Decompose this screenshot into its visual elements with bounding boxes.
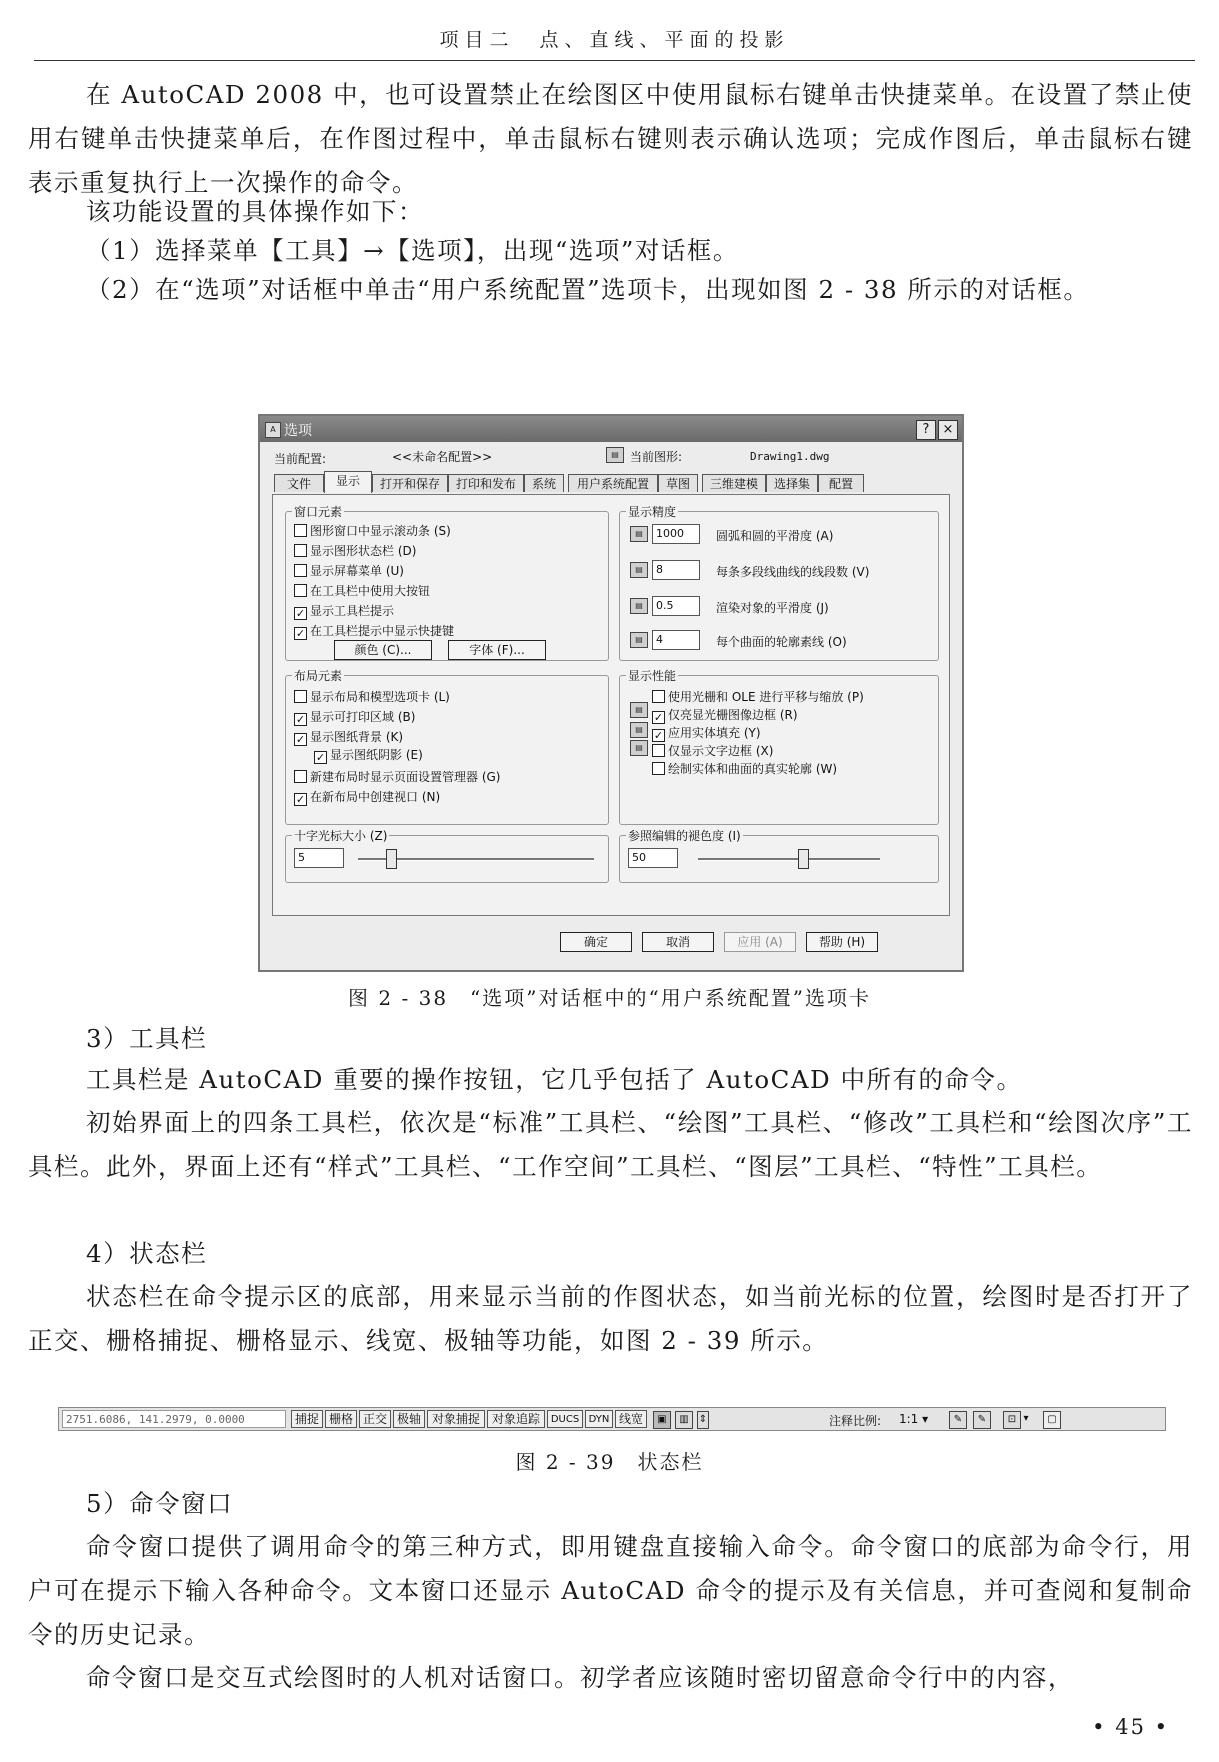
contour-lines-label: 每个曲面的轮廓素线 (O) [716, 635, 847, 649]
xref-fade-group [619, 829, 939, 883]
checkbox-layout-tabs[interactable]: 显示布局和模型选项卡 (L) [294, 688, 450, 705]
annotation-scale-label: 注释比例: [829, 1414, 882, 1428]
paragraph-8: 命令窗口提供了调用命令的第三种方式，即用键盘直接输入命令。命令窗口的底部为命令行，用户可在提示下输入各种命令。文本窗口还显示 AutoCAD 命令的提示及有关信息，并可查阅和复制命令的历史记录。 [28, 1532, 1193, 1649]
chevron-down-icon[interactable]: ▾ [1023, 1413, 1029, 1424]
layout-icon[interactable]: ▥ [675, 1411, 693, 1429]
section-3-heading: 3）工具栏 [86, 1024, 208, 1053]
xref-fade-title: 参照编辑的褪色度 (I) [628, 829, 741, 843]
checkbox-shortcut-keys[interactable]: ✓ 在工具栏提示中显示快捷键 [295, 624, 455, 640]
osnap-toggle[interactable]: 对象捕捉 [427, 1410, 485, 1428]
drawing-icon: ▤ [606, 447, 624, 463]
ducs-toggle[interactable]: DUCS [547, 1410, 583, 1428]
xref-fade-slider[interactable] [798, 849, 809, 869]
dyn-toggle[interactable]: DYN [585, 1410, 613, 1428]
polyline-segments-input[interactable]: 8 [652, 560, 700, 580]
checkbox-true-silhouettes[interactable]: 绘制实体和曲面的真实轮廓 (W) [652, 760, 837, 777]
arc-smoothness-input[interactable]: 1000 [652, 524, 700, 544]
render-smoothness-input[interactable]: 0.5 [652, 596, 700, 616]
checkbox-raster-ole-pan[interactable]: 使用光栅和 OLE 进行平移与缩放 (P) [652, 688, 864, 705]
tab-profiles[interactable]: 配置 [818, 474, 864, 492]
autocad-app-icon: A [265, 422, 281, 438]
drawing-icon: ▤ [630, 722, 648, 738]
tab-display[interactable]: 显示 [324, 471, 372, 493]
crosshair-size-input[interactable]: 5 [294, 848, 344, 868]
checkbox-page-setup-manager[interactable]: 新建布局时显示页面设置管理器 (G) [294, 768, 500, 785]
section-4-heading: 4）状态栏 [86, 1239, 208, 1268]
checkbox-paper-background[interactable]: ✓ 显示图纸背景 (K) [295, 730, 404, 746]
checkbox-create-viewport[interactable]: ✓ 在新布局中创建视口 (N) [295, 790, 441, 806]
drawing-icon: ▤ [630, 702, 648, 718]
paragraph-1: 在 AutoCAD 2008 中，也可设置禁止在绘图区中使用鼠标右键单击快捷菜单。在设置了禁止使用右键单击快捷菜单后，在作图过程中，单击鼠标右键则表示确认选项；完成作图后，单击鼠标右键表示重复执行上一次操作的命令。 [28, 80, 1193, 197]
contour-lines-input[interactable]: 4 [652, 630, 700, 650]
annotation-visibility-icon[interactable]: ✎ [949, 1411, 967, 1429]
paragraph-4: （2）在“选项”对话框中单击“用户系统配置”选项卡，出现如图 2 - 38 所示的对话框。 [86, 275, 1090, 304]
polyline-segments-label: 每条多段线曲线的线段数 (V) [716, 565, 870, 579]
crosshair-size-title: 十字光标大小 (Z) [294, 829, 388, 843]
section-5-heading: 5）命令窗口 [86, 1489, 234, 1518]
paragraph-5: 工具栏是 AutoCAD 重要的操作按钮，它几乎包括了 AutoCAD 中所有的命令。 [86, 1065, 1023, 1094]
checkbox-text-frame[interactable]: 仅显示文字边框 (X) [652, 742, 773, 759]
tab-files[interactable]: 文件 [274, 474, 324, 492]
tab-panel [272, 494, 950, 916]
checkbox-printable-area[interactable]: ✓ 显示可打印区域 (B) [295, 710, 416, 726]
display-performance-title: 显示性能 [628, 669, 677, 683]
checkbox-paper-shadow[interactable]: ✓ 显示图纸阴影 (E) [315, 748, 423, 764]
help-button[interactable]: 帮助 (H) [806, 932, 878, 952]
lock-icon[interactable]: ⊡ [1003, 1411, 1021, 1429]
ok-button[interactable]: 确定 [560, 932, 632, 952]
grid-toggle[interactable]: 栅格 [325, 1410, 357, 1428]
crosshair-size-group [285, 829, 609, 883]
fonts-button[interactable]: 字体 (F)... [448, 640, 546, 660]
display-performance-group [619, 669, 939, 825]
dialog-titlebar [260, 416, 962, 442]
tab-open-save[interactable]: 打开和保存 [372, 474, 448, 492]
scroll-arrows-icon[interactable]: ⇕ [697, 1411, 709, 1429]
figure-2-38-caption: 图 2 - 38 “选项”对话框中的“用户系统配置”选项卡 [348, 986, 871, 1010]
polar-toggle[interactable]: 极轴 [393, 1410, 425, 1428]
tab-3d-modeling[interactable]: 三维建模 [702, 474, 766, 492]
drawing-icon: ▤ [630, 632, 648, 648]
display-resolution-group [619, 505, 939, 661]
checkbox-large-buttons[interactable]: 在工具栏中使用大按钮 [294, 582, 430, 599]
auto-scale-icon[interactable]: ✎ [973, 1411, 991, 1429]
lineweight-toggle[interactable]: 线宽 [615, 1410, 647, 1428]
crosshair-size-slider[interactable] [386, 849, 397, 869]
help-question-button[interactable]: ? [916, 420, 936, 440]
tab-drafting[interactable]: 草图 [658, 474, 698, 492]
tab-selection[interactable]: 选择集 [766, 474, 818, 492]
paragraph-3: （1）选择菜单【工具】→【选项】，出现“选项”对话框。 [86, 236, 739, 265]
current-profile-label: 当前配置: [274, 452, 327, 466]
checkbox-drawing-status-bar[interactable]: 显示图形状态栏 (D) [294, 542, 416, 559]
page-header: 项目二 点、直线、平面的投影 [34, 22, 1195, 61]
drawing-icon: ▤ [630, 562, 648, 578]
dialog-title: 选项 [284, 423, 312, 439]
annotation-scale-value[interactable]: 1:1 ▾ [899, 1412, 929, 1426]
tab-system[interactable]: 系统 [524, 474, 564, 492]
window-elements-group [285, 505, 609, 661]
cancel-button[interactable]: 取消 [642, 932, 714, 952]
clean-screen-icon[interactable]: ▢ [1043, 1411, 1061, 1429]
coordinate-display: 2751.6086, 141.2979, 0.0000 [62, 1410, 286, 1428]
page-number: • 45 • [1092, 1715, 1169, 1739]
window-elements-title: 窗口元素 [294, 505, 343, 519]
render-smoothness-label: 渲染对象的平滑度 (J) [716, 601, 829, 615]
layout-elements-title: 布局元素 [294, 669, 343, 683]
paragraph-2: 该功能设置的具体操作如下： [86, 197, 424, 226]
colors-button[interactable]: 颜色 (C)... [334, 640, 432, 660]
checkbox-solid-fill[interactable]: ✓ 应用实体填充 (Y) [653, 726, 761, 742]
drawing-icon: ▤ [630, 740, 648, 756]
current-profile-value: <<未命名配置>> [392, 450, 493, 464]
current-drawing-value: Drawing1.dwg [750, 450, 830, 463]
ortho-toggle[interactable]: 正交 [359, 1410, 391, 1428]
drawing-icon: ▤ [630, 526, 648, 542]
drawing-icon: ▤ [630, 598, 648, 614]
checkbox-tooltips[interactable]: ✓ 显示工具栏提示 [295, 604, 395, 620]
paragraph-9: 命令窗口是交互式绘图时的人机对话窗口。初学者应该随时密切留意命令行中的内容， [86, 1663, 1074, 1692]
checkbox-raster-frame[interactable]: ✓ 仅亮显光栅图像边框 (R) [653, 708, 798, 724]
xref-fade-input[interactable]: 50 [628, 848, 678, 868]
layout-elements-group [285, 669, 609, 825]
display-resolution-title: 显示精度 [628, 505, 677, 519]
autocad-status-bar [58, 1407, 1166, 1431]
otrack-toggle[interactable]: 对象追踪 [487, 1410, 545, 1428]
paragraph-6: 初始界面上的四条工具栏，依次是“标准”工具栏、“绘图”工具栏、“修改”工具栏和“绘图次序”工具栏。此外，界面上还有“样式”工具栏、“工作空间”工具栏、“图层”工具栏、“特性”工具栏。 [28, 1108, 1193, 1181]
checkbox-scrollbars[interactable]: 图形窗口中显示滚动条 (S) [294, 522, 451, 539]
close-button[interactable]: × [938, 420, 958, 440]
xref-fade-track [698, 858, 880, 861]
model-space-icon[interactable]: ▣ [653, 1411, 671, 1429]
options-dialog [258, 414, 964, 972]
checkbox-screen-menu[interactable]: 显示屏幕菜单 (U) [294, 562, 404, 579]
current-drawing-label: 当前图形: [630, 450, 683, 464]
tab-user-preferences[interactable]: 用户系统配置 [568, 474, 658, 492]
tab-plot-publish[interactable]: 打印和发布 [448, 474, 524, 492]
snap-toggle[interactable]: 捕捉 [291, 1410, 323, 1428]
apply-button[interactable]: 应用 (A) [724, 932, 796, 952]
arc-smoothness-label: 圆弧和圆的平滑度 (A) [716, 529, 834, 543]
figure-2-39-caption: 图 2 - 39 状态栏 [515, 1450, 704, 1474]
paragraph-7: 状态栏在命令提示区的底部，用来显示当前的作图状态，如当前光标的位置，绘图时是否打开了正交、栅格捕捉、栅格显示、线宽、极轴等功能，如图 2 - 39 所示。 [28, 1282, 1193, 1355]
